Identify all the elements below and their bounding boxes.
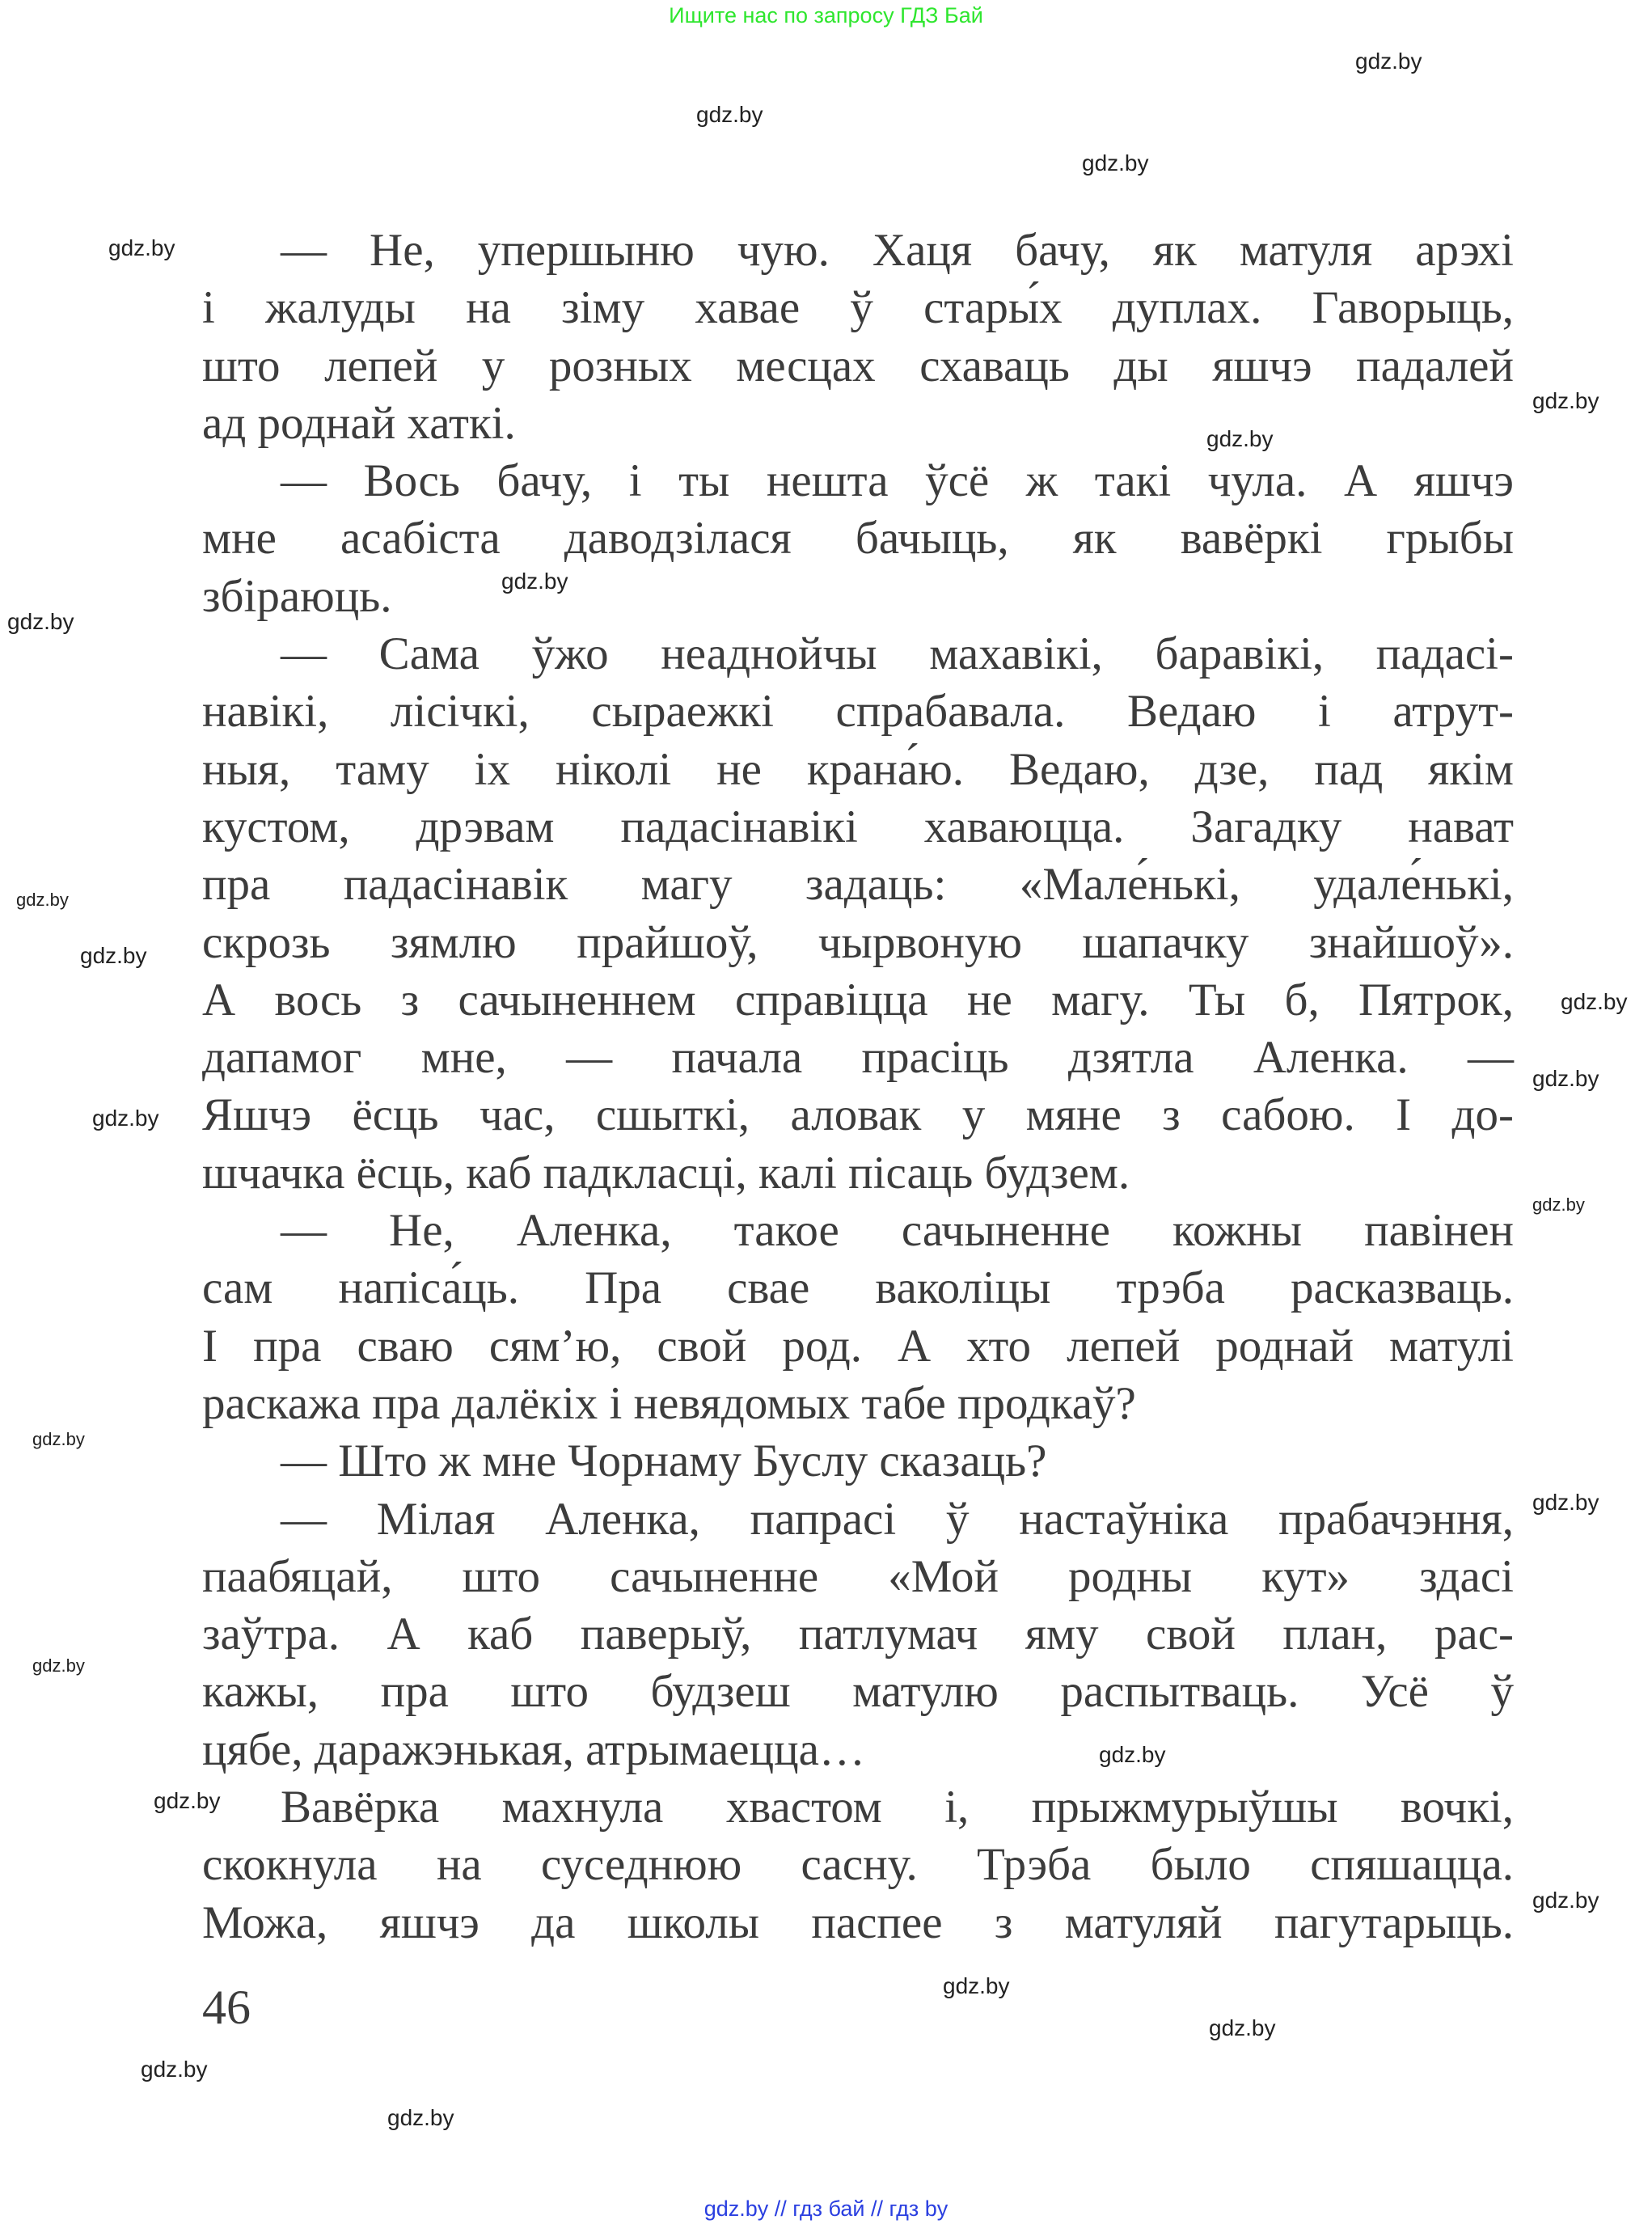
text-line: раскажа пра далёкіх і невядомых табе продкаў? — [202, 1377, 1136, 1429]
text-line: заўтра. А каб паверыў, патлумач яму свой план, рас- — [202, 1609, 1514, 1660]
watermark: gdz.by — [32, 1429, 85, 1449]
watermark: gdz.by — [1532, 388, 1599, 413]
watermark: gdz.by — [1532, 1194, 1585, 1215]
text-line: Яшчэ ёсць час, сшыткі, аловак у мяне з сабою. І до- — [202, 1089, 1514, 1141]
watermark: gdz.by — [1209, 2015, 1276, 2040]
watermark: gdz.by — [1532, 1066, 1599, 1091]
text-line: скокнула на суседнюю сасну. Трэба было спяшацца. — [202, 1839, 1514, 1891]
watermark: gdz.by — [16, 890, 69, 910]
search-hint-banner: Ищите нас по запросу ГДЗ Бай — [669, 3, 983, 27]
text-line: паабяцай, што сачыненне «Мой родны кут» здасі — [202, 1550, 1514, 1602]
watermark: gdz.by — [141, 2057, 208, 2082]
text-line: — Вось бачу, і ты нешта ўсё ж такі чула. А яшчэ — [281, 455, 1514, 507]
footer-links[interactable]: gdz.by // гдз бай // гдз by — [703, 2197, 949, 2221]
text-line: і жалуды на зіму хавае ў стары́х дуплах. Гаворыць, — [202, 282, 1514, 334]
text-line: навікі, лісічкі, сыраежкі спрабавала. Ведаю і атрут- — [202, 686, 1514, 738]
text-line: сам напіса́ць. Пра свае ваколіцы трэба расказваць. — [202, 1262, 1514, 1314]
text-line: дапамог мне, — пачала прасіць дзятла Аленка. — — [202, 1032, 1514, 1084]
watermark: gdz.by — [80, 943, 147, 968]
watermark: gdz.by — [943, 1973, 1010, 1998]
watermark: gdz.by — [1206, 426, 1274, 451]
text-line: — Не, Аленка, такое сачыненне кожны павінен — [281, 1205, 1514, 1257]
text-line: — Не, упершыню чую. Хаця бачу, як матуля арэхі — [281, 225, 1514, 276]
watermark: gdz.by — [387, 2105, 454, 2130]
text-line: мне асабіста даводзілася бачыць, як вавёркі грыбы — [202, 513, 1514, 564]
text-line: скрозь зямлю прайшоў, чырвоную шапачку знайшоў». — [202, 916, 1514, 968]
text-line: шчачка ёсць, каб падкласці, калі пісаць будзем. — [202, 1147, 1130, 1199]
watermark: gdz.by — [108, 235, 175, 260]
watermark: gdz.by — [1532, 1490, 1599, 1515]
text-line: Вавёрка махнула хвастом і, прыжмурыўшы вочкі, — [281, 1782, 1514, 1833]
watermark: gdz.by — [696, 102, 763, 127]
page-number: 46 — [202, 1981, 251, 2034]
watermark: gdz.by — [1082, 150, 1149, 175]
text-line: А вось з сачыненнем справіцца не магу. Ты б, Пятрок, — [202, 974, 1514, 1025]
text-line: кустом, дрэвам падасінавікі хаваюцца. Загадку нават — [202, 801, 1514, 852]
watermark: gdz.by — [501, 569, 568, 594]
text-line: ад роднай хаткі. — [202, 397, 516, 449]
watermark: gdz.by — [1355, 49, 1422, 74]
watermark: gdz.by — [1099, 1742, 1166, 1767]
text-line: збіраюць. — [202, 570, 392, 622]
story-text — [202, 224, 1514, 1954]
text-line: — Што ж мне Чорнаму Буслу сказаць? — [281, 1435, 1047, 1487]
text-line: — Сама ўжо неаднойчы махавікі, баравікі, падасі- — [281, 628, 1514, 680]
text-line: цябе, даражэнькая, атрымаецца… — [202, 1723, 865, 1775]
text-line: — Мілая Аленка, папрасі ў настаўніка прабачэння, — [281, 1493, 1514, 1545]
watermark: gdz.by — [1532, 1888, 1599, 1913]
watermark: gdz.by — [32, 1655, 85, 1676]
text-line: што лепей у розных месцах схаваць ды яшчэ падалей — [202, 340, 1514, 391]
watermark: gdz.by — [154, 1788, 221, 1813]
watermark: gdz.by — [7, 609, 74, 634]
watermark: gdz.by — [1561, 989, 1628, 1014]
text-line: кажы, пра што будзеш матулю распытваць. Усё ў — [202, 1666, 1514, 1718]
watermark: gdz.by — [92, 1106, 159, 1131]
text-line: І пра сваю сям’ю, свой род. А хто лепей роднай матулі — [202, 1320, 1514, 1372]
text-line: пра падасінавік магу задаць: «Мале́нькі, удале́нькі, — [202, 859, 1514, 911]
text-line: Можа, яшчэ да школы паспее з матуляй пагутарыць. — [202, 1896, 1514, 1948]
text-line: ныя, таму іх ніколі не крана́ю. Ведаю, дзе, пад якім — [202, 743, 1514, 795]
